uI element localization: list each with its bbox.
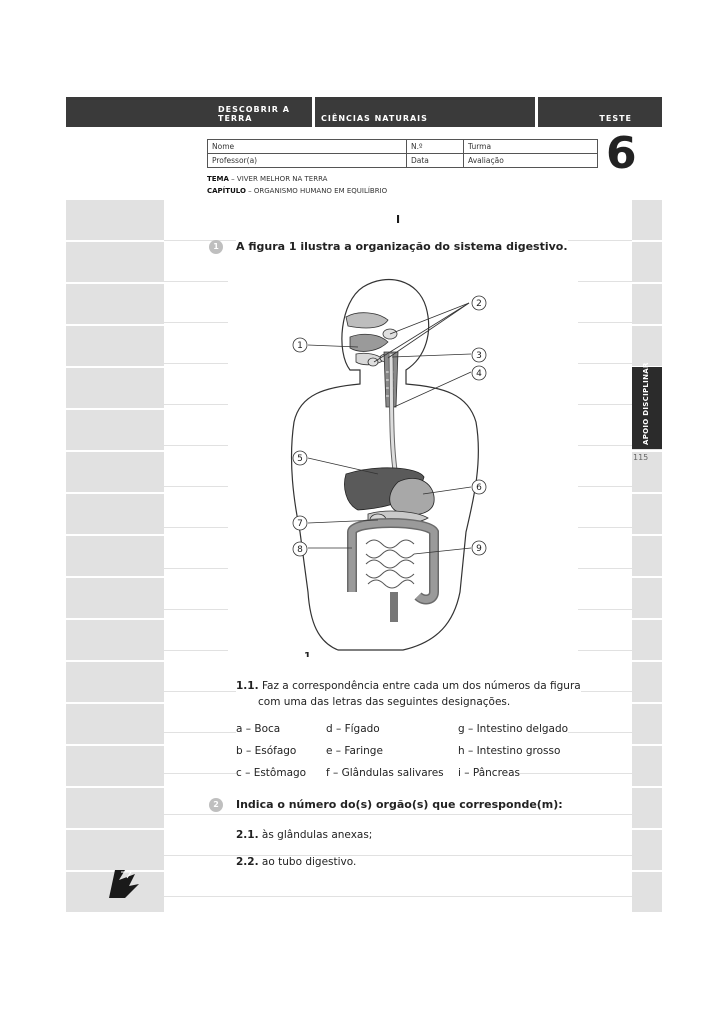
numero-field[interactable]: N.º: [407, 140, 464, 154]
figure-label-1: [293, 338, 307, 352]
subquestion-2-2: 2.2. ao tubo digestivo.: [236, 856, 357, 868]
svg-text:6: 6: [476, 483, 482, 493]
avaliacao-field[interactable]: Avaliação: [464, 154, 598, 168]
question-number-2: 2: [209, 798, 223, 812]
svg-text:5: 5: [297, 454, 303, 464]
subquestion-1-1: 1.1. Faz a correspondência entre cada um dos números da figura: [236, 680, 581, 692]
left-margin-column: [66, 200, 164, 934]
data-field[interactable]: Data: [407, 154, 464, 168]
test-number: 6: [606, 128, 637, 179]
student-info-table: [207, 139, 598, 168]
figure-caption: 1.: [304, 651, 315, 657]
svg-text:1: 1: [297, 341, 303, 351]
figure-label-2: [472, 296, 486, 310]
nome-field[interactable]: Nome: [208, 140, 407, 154]
svg-text:7: 7: [297, 519, 303, 529]
figure-label-9: [472, 541, 486, 555]
digestive-system-figure: [228, 262, 578, 657]
figure-label-4: [472, 366, 486, 380]
figure-label-7: [293, 516, 307, 530]
capitulo-line: CAPÍTULO – ORGANISMO HUMANO EM EQUILÍBRIO: [207, 187, 388, 195]
figure-label-5: [293, 451, 307, 465]
svg-text:2: 2: [476, 299, 482, 309]
header-tab-ciencias: CIÊNCIAS NATURAIS: [315, 97, 535, 127]
subquestion-2-1: 2.1. às glândulas anexas;: [236, 829, 373, 841]
options-row-2: b – Esófago e – Faringe h – Intestino grosso: [236, 745, 561, 757]
options-row-3: c – Estômago f – Glândulas salivares i – Pâncreas: [236, 767, 521, 779]
page-number: 115: [633, 453, 649, 462]
areal-logo: [105, 868, 145, 920]
right-margin-column: [632, 200, 662, 934]
svg-text:4: 4: [476, 369, 482, 379]
apoio-disciplinar-tab: APOIO DISCIPLINAR: [632, 367, 662, 449]
digestive-system-illustration: [228, 262, 578, 657]
svg-text:3: 3: [476, 351, 482, 361]
question-number-1: 1: [209, 240, 223, 254]
question-1-text: A figura 1 ilustra a organização do sistema digestivo.: [236, 240, 568, 253]
professor-field[interactable]: Professor(a): [208, 154, 407, 168]
figure-label-8: [293, 542, 307, 556]
svg-text:8: 8: [297, 545, 303, 555]
section-title: I: [164, 213, 632, 226]
turma-field[interactable]: Turma: [464, 140, 598, 154]
header-tab-descobrir: DESCOBRIR A TERRA: [66, 97, 312, 127]
tema-line: TEMA – VIVER MELHOR NA TERRA: [207, 175, 328, 183]
figure-label-6: [472, 480, 486, 494]
options-row-1: a – Boca d – Fígado g – Intestino delgado: [236, 723, 569, 735]
header-tab-teste: TESTE: [538, 97, 662, 127]
svg-text:9: 9: [476, 544, 482, 554]
subquestion-1-1-cont: com uma das letras das seguintes designações.: [258, 696, 511, 708]
figure-label-3: [472, 348, 486, 362]
question-2-text: Indica o número do(s) orgão(s) que corresponde(m):: [236, 798, 563, 811]
areal-logo-icon: [105, 868, 145, 920]
